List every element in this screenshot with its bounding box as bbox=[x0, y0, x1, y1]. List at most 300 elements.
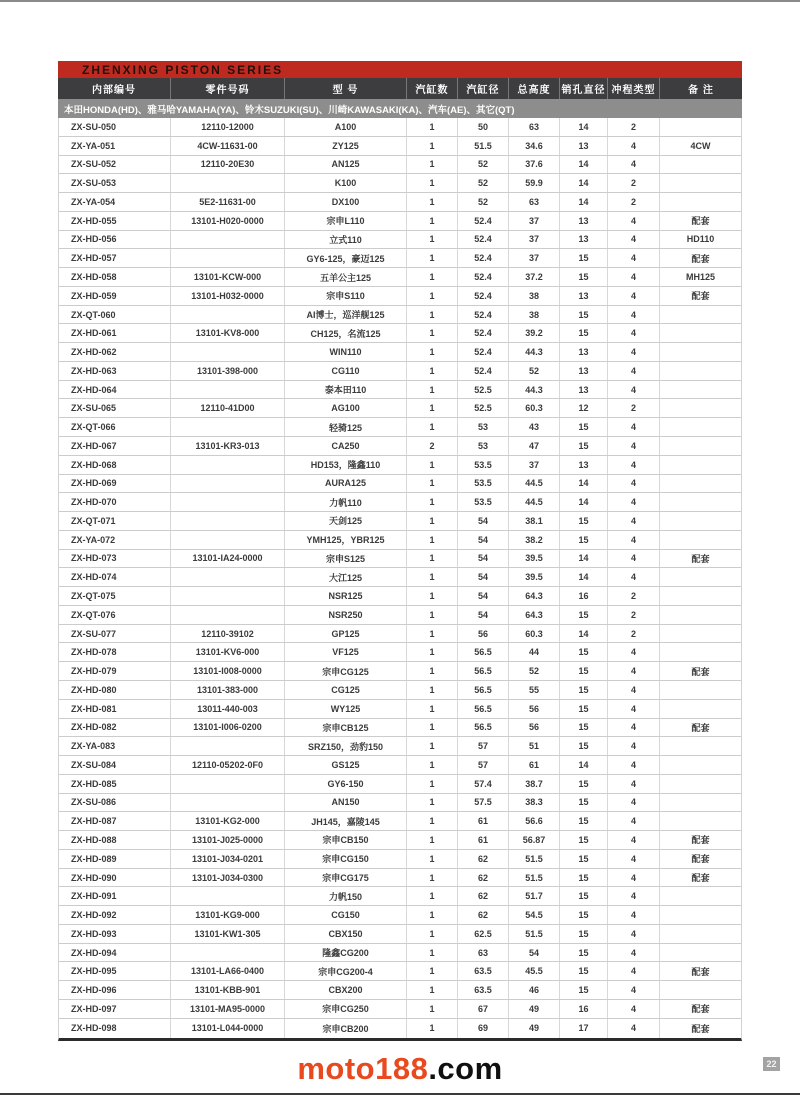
table-cell bbox=[659, 756, 741, 774]
table-row bbox=[59, 343, 741, 362]
table-cell bbox=[170, 531, 284, 549]
table-cell: 62 bbox=[457, 869, 508, 887]
table-cell: 4 bbox=[607, 456, 659, 474]
table-cell: WIN110 bbox=[284, 343, 406, 361]
table-cell: ZX-HD-091 bbox=[71, 891, 117, 902]
table-cell: 15 bbox=[559, 887, 607, 905]
table-cell: 4 bbox=[607, 475, 659, 493]
table-cell: 43 bbox=[508, 418, 559, 436]
table-row bbox=[59, 944, 741, 963]
table-cell: 37 bbox=[508, 249, 559, 267]
table-cell: 56 bbox=[508, 719, 559, 737]
table-cell: ZX-HD-092 bbox=[71, 910, 117, 921]
table-cell: 15 bbox=[559, 737, 607, 755]
table-cell: 15 bbox=[559, 981, 607, 999]
table-cell: 15 bbox=[559, 606, 607, 624]
table-cell: 13 bbox=[559, 231, 607, 249]
table-cell: 62 bbox=[457, 887, 508, 905]
table-cell: 1 bbox=[406, 343, 457, 361]
table-cell: ZX-HD-097 bbox=[71, 1003, 117, 1014]
table-cell: 4 bbox=[607, 550, 659, 568]
table-cell: 4 bbox=[607, 231, 659, 249]
table-cell: ZX-HD-090 bbox=[71, 872, 117, 883]
table-cell: 62 bbox=[457, 850, 508, 868]
table-cell: 12 bbox=[559, 399, 607, 417]
footer-brand-name: moto188 bbox=[297, 1051, 429, 1086]
table-cell: 1 bbox=[406, 962, 457, 980]
table-cell: 1 bbox=[406, 512, 457, 530]
table-cell: ZX-SU-084 bbox=[71, 759, 117, 770]
table-cell: 配套 bbox=[659, 212, 741, 230]
table-cell: 37 bbox=[508, 456, 559, 474]
table-row bbox=[59, 306, 741, 325]
table-cell bbox=[659, 381, 741, 399]
table-cell: 1 bbox=[406, 1000, 457, 1018]
table-row bbox=[59, 287, 741, 306]
table-cell bbox=[659, 794, 741, 812]
table-cell: 4 bbox=[607, 887, 659, 905]
table-row bbox=[59, 719, 741, 738]
table-cell bbox=[659, 512, 741, 530]
table-cell: GP125 bbox=[284, 625, 406, 643]
table-cell: 宗申L110 bbox=[284, 212, 406, 230]
table-cell: 54 bbox=[508, 944, 559, 962]
table-cell bbox=[170, 381, 284, 399]
table-cell: 53.5 bbox=[457, 456, 508, 474]
table-cell bbox=[659, 493, 741, 511]
table-cell: 配套 bbox=[659, 249, 741, 267]
table-cell: 54 bbox=[457, 587, 508, 605]
table-cell: 52.5 bbox=[457, 399, 508, 417]
table-cell: 4 bbox=[607, 812, 659, 830]
brand-group-header bbox=[58, 99, 742, 118]
column-header-8: 备 注 bbox=[659, 78, 742, 99]
table-cell: ZX-HD-085 bbox=[71, 778, 117, 789]
table-cell: ZY125 bbox=[284, 137, 406, 155]
table-cell: 53 bbox=[457, 437, 508, 455]
table-cell: 配套 bbox=[659, 831, 741, 849]
column-header-2: 型 号 bbox=[284, 78, 406, 99]
table-cell: 1 bbox=[406, 681, 457, 699]
table-cell: ZX-YA-083 bbox=[71, 741, 116, 752]
table-cell: 51.7 bbox=[508, 887, 559, 905]
table-cell bbox=[659, 643, 741, 661]
table-cell: ZX-SU-086 bbox=[71, 797, 117, 808]
table-cell bbox=[659, 193, 741, 211]
table-cell: 52 bbox=[508, 362, 559, 380]
table-cell: 4 bbox=[607, 719, 659, 737]
table-cell: 51.5 bbox=[508, 925, 559, 943]
table-cell: 4 bbox=[607, 794, 659, 812]
table-cell bbox=[659, 475, 741, 493]
table-cell: 4 bbox=[607, 249, 659, 267]
page-bottom-rule bbox=[0, 1093, 800, 1095]
table-cell: 4 bbox=[607, 568, 659, 586]
table-cell: 4 bbox=[607, 981, 659, 999]
table-cell: 1 bbox=[406, 456, 457, 474]
table-cell: 配套 bbox=[659, 550, 741, 568]
table-cell: 52.4 bbox=[457, 249, 508, 267]
table-cell: 配套 bbox=[659, 962, 741, 980]
table-cell: 宗申CG175 bbox=[284, 869, 406, 887]
table-cell: 12110-12000 bbox=[170, 118, 284, 136]
table-row bbox=[59, 118, 741, 137]
table-row bbox=[59, 268, 741, 287]
table-cell: ZX-HD-073 bbox=[71, 553, 117, 564]
table-cell bbox=[659, 887, 741, 905]
table-cell bbox=[659, 399, 741, 417]
table-cell bbox=[170, 493, 284, 511]
table-cell bbox=[170, 794, 284, 812]
table-cell: 4 bbox=[607, 137, 659, 155]
table-row bbox=[59, 568, 741, 587]
table-row bbox=[59, 137, 741, 156]
table-cell: 15 bbox=[559, 681, 607, 699]
table-cell: 4CW bbox=[659, 137, 741, 155]
table-cell: 1 bbox=[406, 137, 457, 155]
table-cell: 50 bbox=[457, 118, 508, 136]
table-cell: 1 bbox=[406, 587, 457, 605]
table-cell: 1 bbox=[406, 118, 457, 136]
table-cell: 56.5 bbox=[457, 681, 508, 699]
table-cell: 44.3 bbox=[508, 381, 559, 399]
table-cell: ZX-HD-059 bbox=[71, 290, 117, 301]
table-row bbox=[59, 399, 741, 418]
table-cell bbox=[659, 775, 741, 793]
table-cell: 12110-39102 bbox=[170, 625, 284, 643]
table-cell: ZX-HD-080 bbox=[71, 684, 117, 695]
table-row bbox=[59, 625, 741, 644]
table-cell: 4 bbox=[607, 1019, 659, 1038]
table-cell: 1 bbox=[406, 550, 457, 568]
table-cell: ZX-SU-050 bbox=[71, 121, 117, 132]
table-cell: 37 bbox=[508, 212, 559, 230]
table-cell: 4 bbox=[607, 362, 659, 380]
table-cell: ZX-HD-082 bbox=[71, 722, 117, 733]
table-cell bbox=[659, 343, 741, 361]
table-row bbox=[59, 606, 741, 625]
table-row bbox=[59, 925, 741, 944]
table-cell: 2 bbox=[607, 606, 659, 624]
table-cell: CBX150 bbox=[284, 925, 406, 943]
series-title: ZHENXING PISTON SERIES bbox=[82, 62, 284, 77]
table-cell bbox=[659, 531, 741, 549]
table-cell: 14 bbox=[559, 118, 607, 136]
table-row bbox=[59, 869, 741, 888]
table-cell: CG150 bbox=[284, 906, 406, 924]
table-cell: 1 bbox=[406, 906, 457, 924]
table-cell: ZX-HD-078 bbox=[71, 647, 117, 658]
table-cell: ZX-YA-072 bbox=[71, 534, 116, 545]
table-cell: 13 bbox=[559, 287, 607, 305]
table-cell bbox=[659, 700, 741, 718]
table-cell: ZX-HD-093 bbox=[71, 928, 117, 939]
table-cell: CG125 bbox=[284, 681, 406, 699]
table-cell: 1 bbox=[406, 231, 457, 249]
table-cell bbox=[170, 887, 284, 905]
table-cell: 4 bbox=[607, 343, 659, 361]
table-cell bbox=[170, 456, 284, 474]
table-cell: 15 bbox=[559, 869, 607, 887]
table-cell: 60.3 bbox=[508, 399, 559, 417]
table-cell: 1 bbox=[406, 662, 457, 680]
table-cell: VF125 bbox=[284, 643, 406, 661]
table-cell: 1 bbox=[406, 812, 457, 830]
table-row bbox=[59, 174, 741, 193]
table-cell: 隆鑫CG200 bbox=[284, 944, 406, 962]
table-cell: AN150 bbox=[284, 794, 406, 812]
table-cell: 5E2-11631-00 bbox=[170, 193, 284, 211]
table-cell: 15 bbox=[559, 944, 607, 962]
table-cell: 轻骑125 bbox=[284, 418, 406, 436]
table-cell: 4 bbox=[607, 156, 659, 174]
table-cell: 52 bbox=[508, 662, 559, 680]
table-cell: ZX-QT-076 bbox=[71, 609, 116, 620]
table-cell: 4 bbox=[607, 381, 659, 399]
table-cell: ZX-YA-051 bbox=[71, 140, 116, 151]
table-cell: 67 bbox=[457, 1000, 508, 1018]
table-cell: 13101-I008-0000 bbox=[170, 662, 284, 680]
table-cell: 13101-KV8-000 bbox=[170, 324, 284, 342]
table-cell: 37.2 bbox=[508, 268, 559, 286]
table-cell: 54 bbox=[457, 568, 508, 586]
table-cell: 51.5 bbox=[508, 869, 559, 887]
column-header-3: 汽缸数 bbox=[406, 78, 457, 99]
table-cell: ZX-HD-094 bbox=[71, 947, 117, 958]
table-cell: 15 bbox=[559, 643, 607, 661]
table-cell: 51.5 bbox=[457, 137, 508, 155]
table-cell: 4 bbox=[607, 1000, 659, 1018]
table-cell: 57 bbox=[457, 737, 508, 755]
table-cell: CA250 bbox=[284, 437, 406, 455]
table-cell: 15 bbox=[559, 512, 607, 530]
table-cell bbox=[170, 606, 284, 624]
table-cell bbox=[659, 812, 741, 830]
table-cell bbox=[659, 156, 741, 174]
table-cell: 56.5 bbox=[457, 643, 508, 661]
table-cell bbox=[170, 306, 284, 324]
table-cell: 53 bbox=[457, 418, 508, 436]
table-cell: 15 bbox=[559, 794, 607, 812]
table-cell: 12110-41D00 bbox=[170, 399, 284, 417]
table-row bbox=[59, 737, 741, 756]
table-cell: 38.1 bbox=[508, 512, 559, 530]
table-cell: 51.5 bbox=[508, 850, 559, 868]
footer-brand bbox=[0, 1051, 800, 1087]
table-cell: 泰本田110 bbox=[284, 381, 406, 399]
table-cell: 15 bbox=[559, 437, 607, 455]
page-number-badge: 22 bbox=[763, 1057, 780, 1071]
table-cell: 宗申CG125 bbox=[284, 662, 406, 680]
table-cell: 14 bbox=[559, 625, 607, 643]
table-cell: 61 bbox=[508, 756, 559, 774]
table-cell: 15 bbox=[559, 775, 607, 793]
table-cell: 14 bbox=[559, 193, 607, 211]
table-cell: CG110 bbox=[284, 362, 406, 380]
table-cell: ZX-HD-062 bbox=[71, 347, 117, 358]
table-cell: 63 bbox=[508, 193, 559, 211]
table-row bbox=[59, 700, 741, 719]
table-cell: 57.5 bbox=[457, 794, 508, 812]
table-cell: 1 bbox=[406, 475, 457, 493]
table-cell: 15 bbox=[559, 962, 607, 980]
table-cell: 15 bbox=[559, 324, 607, 342]
table-cell: 34.6 bbox=[508, 137, 559, 155]
table-row bbox=[59, 962, 741, 981]
table-cell bbox=[659, 174, 741, 192]
table-cell: JH145，嘉陵145 bbox=[284, 812, 406, 830]
table-cell: 52 bbox=[457, 156, 508, 174]
table-cell: 4 bbox=[607, 512, 659, 530]
table-cell: 配套 bbox=[659, 662, 741, 680]
table-cell: ZX-HD-096 bbox=[71, 985, 117, 996]
table-row bbox=[59, 1019, 741, 1038]
table-cell: 2 bbox=[607, 174, 659, 192]
table-cell: ZX-QT-066 bbox=[71, 422, 116, 433]
table-cell bbox=[659, 437, 741, 455]
table-row bbox=[59, 550, 741, 569]
table-cell: 62.5 bbox=[457, 925, 508, 943]
table-cell: 56.5 bbox=[457, 719, 508, 737]
table-cell: ZX-SU-065 bbox=[71, 403, 117, 414]
table-cell: 4 bbox=[607, 643, 659, 661]
table-cell: 56.87 bbox=[508, 831, 559, 849]
table-cell: 4 bbox=[607, 869, 659, 887]
table-cell: YMH125，YBR125 bbox=[284, 531, 406, 549]
brand-group-label: 本田HONDA(HD)、雅马哈YAMAHA(YA)、铃木SUZUKI(SU)、川崎KAWASAKI(KA)、汽车(AE)、其它(QT) bbox=[64, 104, 515, 116]
table-cell: 4 bbox=[607, 944, 659, 962]
table-cell bbox=[659, 925, 741, 943]
table-cell: 63.5 bbox=[457, 962, 508, 980]
table-cell: 13101-KBB-901 bbox=[170, 981, 284, 999]
table-cell bbox=[659, 625, 741, 643]
table-cell: DX100 bbox=[284, 193, 406, 211]
table-row bbox=[59, 756, 741, 775]
table-cell: 39.5 bbox=[508, 550, 559, 568]
table-cell: 立式110 bbox=[284, 231, 406, 249]
table-cell: 52 bbox=[457, 193, 508, 211]
table-cell: 52.4 bbox=[457, 231, 508, 249]
table-cell: ZX-HD-055 bbox=[71, 215, 117, 226]
table-cell: 64.3 bbox=[508, 606, 559, 624]
table-row bbox=[59, 643, 741, 662]
table-cell bbox=[659, 981, 741, 999]
table-cell: 37 bbox=[508, 231, 559, 249]
table-cell: 4 bbox=[607, 700, 659, 718]
table-cell: 1 bbox=[406, 925, 457, 943]
table-cell: 15 bbox=[559, 306, 607, 324]
table-cell bbox=[170, 343, 284, 361]
page-top-rule bbox=[0, 0, 800, 2]
table-cell: 16 bbox=[559, 587, 607, 605]
table-cell: 13101-LA66-0400 bbox=[170, 962, 284, 980]
table-cell: NSR125 bbox=[284, 587, 406, 605]
table-cell: 63 bbox=[457, 944, 508, 962]
table-cell: 15 bbox=[559, 812, 607, 830]
table-cell: 39.2 bbox=[508, 324, 559, 342]
table-body bbox=[58, 118, 742, 1041]
table-cell: ZX-HD-079 bbox=[71, 666, 117, 677]
table-cell: 55 bbox=[508, 681, 559, 699]
table-row bbox=[59, 1000, 741, 1019]
table-cell: 13101-IA24-0000 bbox=[170, 550, 284, 568]
table-cell: 13101-KG2-000 bbox=[170, 812, 284, 830]
table-cell bbox=[170, 249, 284, 267]
table-cell: 1 bbox=[406, 493, 457, 511]
table-cell: 力帆110 bbox=[284, 493, 406, 511]
table-cell: 47 bbox=[508, 437, 559, 455]
table-cell: 1 bbox=[406, 324, 457, 342]
table-cell bbox=[659, 118, 741, 136]
table-cell: ZX-HD-056 bbox=[71, 234, 117, 245]
table-cell: ZX-HD-095 bbox=[71, 966, 117, 977]
table-cell: 63.5 bbox=[457, 981, 508, 999]
table-row bbox=[59, 456, 741, 475]
table-cell: 1 bbox=[406, 719, 457, 737]
table-cell: MH125 bbox=[659, 268, 741, 286]
table-cell: 54 bbox=[457, 606, 508, 624]
table-cell: ZX-HD-067 bbox=[71, 440, 117, 451]
table-cell: 16 bbox=[559, 1000, 607, 1018]
table-cell: 4 bbox=[607, 212, 659, 230]
table-cell: 4 bbox=[607, 906, 659, 924]
table-cell: ZX-HD-069 bbox=[71, 478, 117, 489]
table-cell: ZX-HD-098 bbox=[71, 1023, 117, 1034]
table-cell: 1 bbox=[406, 1019, 457, 1038]
table-cell: 52.4 bbox=[457, 362, 508, 380]
table-cell: 13 bbox=[559, 343, 607, 361]
table-cell: 1 bbox=[406, 756, 457, 774]
table-cell: 15 bbox=[559, 925, 607, 943]
table-cell: 1 bbox=[406, 887, 457, 905]
column-header-5: 总高度 bbox=[508, 78, 559, 99]
table-cell: 1 bbox=[406, 944, 457, 962]
table-cell: 15 bbox=[559, 531, 607, 549]
table-cell: 4CW-11631-00 bbox=[170, 137, 284, 155]
table-cell bbox=[170, 775, 284, 793]
table-cell: GY6-150 bbox=[284, 775, 406, 793]
table-row bbox=[59, 812, 741, 831]
table-cell: 49 bbox=[508, 1019, 559, 1038]
table-cell: 14 bbox=[559, 550, 607, 568]
table-row bbox=[59, 362, 741, 381]
table-cell: 4 bbox=[607, 925, 659, 943]
table-cell: 13 bbox=[559, 381, 607, 399]
table-cell: WY125 bbox=[284, 700, 406, 718]
table-cell bbox=[170, 568, 284, 586]
table-cell: 13101-KW1-305 bbox=[170, 925, 284, 943]
table-cell: 1 bbox=[406, 606, 457, 624]
table-cell: 14 bbox=[559, 174, 607, 192]
table-cell: 54.5 bbox=[508, 906, 559, 924]
table-cell: AURA125 bbox=[284, 475, 406, 493]
table-cell: 4 bbox=[607, 287, 659, 305]
piston-catalog-table bbox=[58, 61, 742, 1041]
table-cell: 56 bbox=[457, 625, 508, 643]
table-row bbox=[59, 193, 741, 212]
table-cell: 4 bbox=[607, 850, 659, 868]
table-cell bbox=[170, 231, 284, 249]
table-cell: ZX-HD-064 bbox=[71, 384, 117, 395]
table-cell: 4 bbox=[607, 268, 659, 286]
table-cell: 宗申CB125 bbox=[284, 719, 406, 737]
table-cell: 1 bbox=[406, 418, 457, 436]
table-cell: ZX-HD-068 bbox=[71, 459, 117, 470]
table-cell: 15 bbox=[559, 268, 607, 286]
table-cell: 62 bbox=[457, 906, 508, 924]
table-cell: SRZ150，劲豹150 bbox=[284, 737, 406, 755]
table-cell: 15 bbox=[559, 719, 607, 737]
